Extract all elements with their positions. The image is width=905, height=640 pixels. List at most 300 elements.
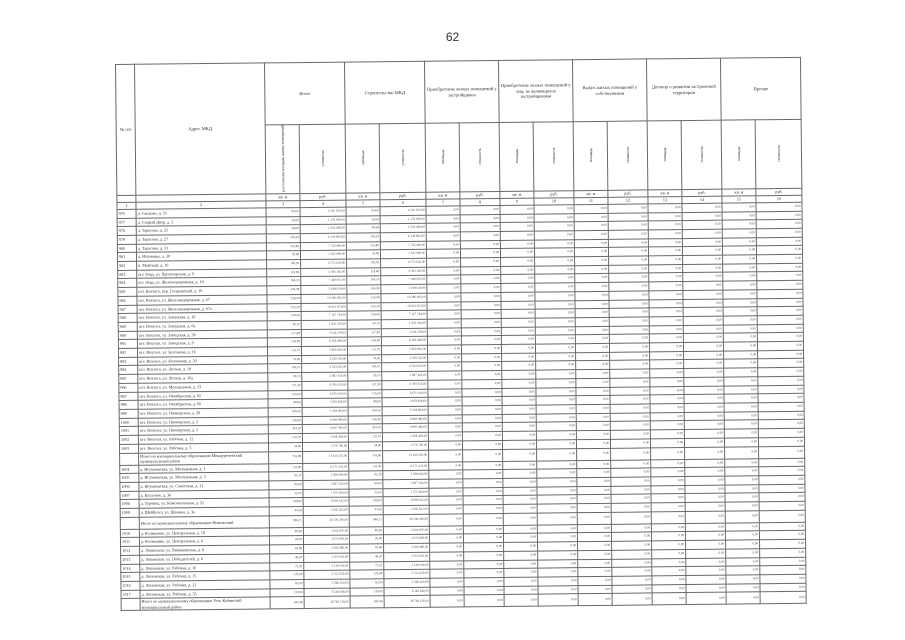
row-construction-cost: 6 171 433,00 (383, 462, 429, 471)
row-zero-value: 0,00 (651, 468, 685, 477)
row-address: д. Лопинская, ул. Вязовцевская, д. 8 (140, 545, 270, 555)
row-construction-area: 26,00 (349, 535, 383, 544)
row-zero-value: 0,00 (536, 379, 576, 388)
row-zero-value: 0,00 (462, 388, 502, 397)
row-zero-value: 0,00 (685, 523, 725, 532)
row-address: пгт. Вохтога, ул. Молодежная, д. 23 (138, 382, 268, 392)
row-total-cost: 5 346 278,00 (301, 329, 347, 338)
row-zero-value: 0,00 (538, 585, 578, 594)
row-zero-value: 0,00 (651, 459, 685, 468)
row-zero-value: 0,00 (575, 274, 609, 283)
row-zero-value: 0,00 (650, 438, 684, 447)
row-zero-value: 0,00 (684, 412, 724, 421)
row-zero-value: 0,00 (429, 479, 463, 488)
subheader-cell (459, 122, 500, 191)
row-zero-value: 0,00 (683, 299, 723, 308)
row-number: 984 (118, 279, 137, 288)
row-zero-value: 0,00 (502, 414, 536, 423)
subheader-label: стоимость (625, 146, 630, 164)
row-zero-value: 0,00 (461, 310, 501, 319)
row-address: пгт. Вохтога, ул. Железнодорожная, д. 67а (137, 303, 267, 313)
row-address: д. Калатное, д. 36 (139, 490, 269, 500)
row-construction-area: 89,60 (349, 526, 383, 535)
column-number-cell: 13 (648, 196, 682, 203)
row-zero-value: 0,00 (430, 543, 464, 552)
row-zero-value: 0,00 (428, 406, 462, 415)
row-zero-value: 0,00 (538, 559, 578, 568)
row-number: 1015 (121, 573, 140, 582)
row-address: д. Игумновская, ул. Молодежная, д. 3 (139, 472, 269, 482)
subheader-cell (425, 123, 460, 192)
row-zero-value: 0,00 (463, 461, 503, 470)
row-zero-value: 0,00 (535, 318, 575, 327)
row-zero-value: 0,00 (464, 577, 504, 586)
row-zero-value: 0,00 (760, 548, 806, 557)
row-number: 1016 (121, 581, 140, 590)
row-total-area: 104,98 (267, 286, 301, 295)
row-zero-value: 0,00 (608, 204, 648, 213)
row-zero-value: 0,00 (756, 202, 802, 211)
row-construction-area: 156,90 (348, 415, 382, 424)
row-zero-value: 0,00 (686, 566, 726, 575)
row-zero-value: 0,00 (756, 228, 802, 237)
row-zero-value: 0,00 (503, 449, 537, 461)
row-total-cost: 6 670 100,00 (302, 390, 348, 399)
row-total-area: 716,89 (269, 451, 303, 463)
row-zero-value: 0,00 (536, 361, 576, 370)
row-zero-value: 0,00 (650, 377, 684, 386)
row-zero-value: 0,00 (649, 273, 683, 282)
column-number-cell: 1 (117, 202, 136, 209)
row-construction-cost: 31 430 325,00 (383, 450, 429, 462)
row-number: 983 (118, 270, 137, 279)
row-zero-value: 0,00 (464, 551, 504, 560)
header-number: № п/п (116, 64, 136, 195)
row-zero-value: 0,00 (463, 513, 503, 525)
row-zero-value: 0,00 (501, 309, 535, 318)
row-zero-value: 0,00 (760, 566, 806, 575)
column-number-cell: 14 (682, 196, 722, 203)
row-zero-value: 0,00 (429, 505, 463, 514)
row-zero-value: 0,00 (684, 368, 724, 377)
row-total-cost: 6 572 642,00 (301, 259, 347, 268)
row-zero-value: 0,00 (537, 512, 577, 524)
row-zero-value: 0,00 (463, 496, 503, 505)
header-group-purchase-others: Приобретение жилых помещений у лиц, не являющихся застройщиками (498, 60, 573, 123)
header-group-other: Прочие (721, 57, 802, 120)
row-total-area: 137,30 (268, 381, 302, 390)
row-number: 999 (119, 409, 138, 418)
unit-cell: руб. (460, 191, 500, 198)
row-address: Итого по муниципальному образованию Усть-Кубинский муниципальный район (140, 597, 270, 610)
row-zero-value: 0,00 (430, 552, 464, 561)
subheader-label: площадь (440, 149, 445, 164)
row-zero-value: 0,00 (576, 430, 610, 439)
row-address: пгт. Вохтога, ул. Пионерская, д. 3 (138, 425, 268, 435)
row-zero-value: 0,00 (759, 522, 805, 531)
row-number: 1003 (119, 444, 138, 453)
row-zero-value: 0,00 (759, 510, 805, 522)
row-construction-area: 74,90 (348, 355, 382, 364)
row-number (121, 599, 140, 611)
row-total-cost: 31 430 325,00 (303, 451, 349, 463)
row-zero-value: 0,00 (501, 257, 535, 266)
row-zero-value: 0,00 (611, 503, 651, 512)
row-zero-value: 0,00 (726, 540, 760, 549)
row-address: пгт. Вохтога, ул. Булгакова, д. 16 (137, 347, 267, 357)
row-construction-area: 35,05 (349, 488, 383, 497)
row-number: 993 (119, 357, 138, 366)
row-zero-value: 0,00 (576, 422, 610, 431)
row-total-area: 129,70 (268, 434, 302, 443)
row-construction-area: 118,80 (347, 267, 381, 276)
subheader-label: площадь (514, 148, 519, 164)
row-zero-value: 0,00 (757, 307, 803, 316)
row-total-area: 34,90 (268, 442, 302, 451)
row-zero-value: 0,00 (652, 558, 686, 567)
row-zero-value: 0,00 (684, 360, 724, 369)
row-zero-value: 0,00 (502, 405, 536, 414)
row-construction-cost: 6 670 100,00 (382, 389, 428, 398)
row-construction-cost: 3 958 906,00 (383, 470, 429, 479)
row-zero-value: 0,00 (723, 324, 757, 333)
row-zero-value: 0,00 (650, 421, 684, 430)
row-construction-cost: 2 687 420,00 (382, 371, 428, 380)
row-construction-area: 40,10 (347, 320, 381, 329)
row-zero-value: 0,00 (725, 446, 759, 458)
row-zero-value: 0,00 (501, 344, 535, 353)
row-number: 996 (119, 383, 138, 392)
row-zero-value: 0,00 (460, 223, 500, 232)
row-construction-area: 137,30 (348, 381, 382, 390)
row-number: 1006 (120, 482, 139, 491)
row-zero-value: 0,00 (427, 301, 461, 310)
row-zero-value: 0,00 (502, 431, 536, 440)
row-construction-area: 158,59 (347, 259, 381, 268)
row-zero-value: 0,00 (462, 423, 502, 432)
row-zero-value: 0,00 (756, 211, 802, 220)
row-zero-value: 0,00 (609, 299, 649, 308)
row-zero-value: 0,00 (427, 310, 461, 319)
row-zero-value: 0,00 (682, 220, 722, 229)
row-address: пгт Ловд, ул. Железнодорожная, д. 10 (137, 277, 267, 287)
row-total-cost: 5 393 282,00 (301, 268, 347, 277)
row-number: 981 (117, 253, 136, 262)
row-zero-value: 0,00 (759, 501, 805, 510)
row-zero-value: 0,00 (503, 469, 537, 478)
row-zero-value: 0,00 (724, 368, 758, 377)
row-construction-cost: 5 512 629,00 (384, 569, 430, 578)
row-number: 988 (118, 314, 137, 323)
column-number-cell: 6 (380, 199, 426, 206)
row-zero-value: 0,00 (430, 569, 464, 578)
row-zero-value: 0,00 (611, 524, 651, 533)
row-total-cost: 6 206 496,00 (301, 337, 347, 346)
row-zero-value: 0,00 (537, 504, 577, 513)
row-zero-value: 0,00 (609, 308, 649, 317)
row-zero-value: 0,00 (534, 239, 574, 248)
row-zero-value: 0,00 (684, 421, 724, 430)
row-zero-value: 0,00 (649, 334, 683, 343)
row-zero-value: 0,00 (650, 351, 684, 360)
row-construction-area: 92,20 (349, 471, 383, 480)
row-total-cost: 7 448 001,00 (301, 277, 347, 286)
row-total-area: 49,68 (266, 225, 300, 234)
row-zero-value: 0,00 (462, 379, 502, 388)
row-number: 992 (118, 348, 137, 357)
row-construction-cost: 6 139 862,00 (380, 232, 426, 241)
row-address: пгт. Вохтога, ул. Заводская, д. 36 (137, 330, 267, 340)
row-zero-value: 0,00 (576, 439, 610, 448)
row-zero-value: 0,00 (757, 289, 803, 298)
row-zero-value: 0,00 (612, 550, 652, 559)
row-zero-value: 0,00 (611, 494, 651, 503)
row-zero-value: 0,00 (610, 360, 650, 369)
row-construction-cost: 4 342 293,00 (380, 206, 426, 215)
row-zero-value: 0,00 (577, 495, 611, 504)
row-total-cost: 28 760 156,00 (304, 596, 350, 608)
row-zero-value: 0,00 (650, 395, 684, 404)
row-zero-value: 0,00 (578, 550, 612, 559)
row-address: д. Колкашевь, ул. Центральная, д. 8 (139, 536, 269, 546)
row-zero-value: 0,00 (578, 594, 612, 606)
row-zero-value: 0,00 (760, 583, 806, 592)
column-number-cell: 11 (574, 197, 608, 204)
row-total-cost: 1 575 069,00 (303, 489, 349, 498)
row-construction-cost: 28 760 156,00 (384, 596, 430, 608)
row-zero-value: 0,00 (725, 467, 759, 476)
row-zero-value: 0,00 (575, 282, 609, 291)
row-zero-value: 0,00 (535, 309, 575, 318)
row-number: 1009 (120, 508, 139, 517)
row-construction-cost: 7 448 001,00 (381, 276, 427, 285)
row-zero-value: 0,00 (723, 298, 757, 307)
row-zero-value: 0,00 (462, 414, 502, 423)
row-zero-value: 0,00 (610, 430, 650, 439)
row-construction-area: 45,86 (350, 544, 384, 553)
row-zero-value: 0,00 (725, 531, 759, 540)
row-construction-cost: 1 576 760,00 (382, 441, 428, 450)
row-zero-value: 0,00 (426, 232, 460, 241)
row-total-area: 158,59 (267, 260, 301, 269)
row-zero-value: 0,00 (463, 504, 503, 513)
row-construction-cost: 5 458 469,00 (382, 432, 428, 441)
row-zero-value: 0,00 (534, 248, 574, 257)
row-zero-value: 0,00 (500, 231, 534, 240)
row-construction-area: 29,90 (346, 250, 380, 259)
row-construction-area: 131,70 (347, 346, 381, 355)
row-zero-value: 0,00 (652, 584, 686, 593)
column-number-cell: 9 (500, 198, 534, 205)
subheader-cell (379, 123, 426, 192)
row-zero-value: 0,00 (500, 248, 534, 257)
row-total-cost: 10 286 482,00 (301, 294, 347, 303)
row-zero-value: 0,00 (612, 567, 652, 576)
row-total-area: 198,90 (269, 498, 303, 507)
unit-cell: кв. м (426, 192, 460, 199)
row-zero-value: 0,00 (760, 574, 806, 583)
row-construction-area: 586,21 (349, 514, 383, 526)
row-zero-value: 0,00 (504, 560, 538, 569)
row-zero-value: 0,00 (683, 342, 723, 351)
row-zero-value: 0,00 (462, 405, 502, 414)
row-construction-cost: 5 960 963,00 (381, 345, 427, 354)
row-zero-value: 0,00 (757, 333, 803, 342)
row-zero-value: 0,00 (429, 526, 463, 535)
row-construction-area: 117,80 (347, 328, 381, 337)
row-total-area: 40,10 (267, 321, 301, 330)
row-address: д. Колкашевь, ул. Центральная, д. 10 (139, 528, 269, 538)
row-zero-value: 0,00 (683, 334, 723, 343)
row-zero-value: 0,00 (536, 352, 576, 361)
row-zero-value: 0,00 (612, 585, 652, 594)
row-construction-area: 168,30 (348, 407, 382, 416)
row-zero-value: 0,00 (461, 318, 501, 327)
resettlement-table (115, 57, 807, 612)
row-zero-value: 0,00 (759, 531, 805, 540)
row-zero-value: 0,00 (426, 223, 460, 232)
header-address: Адрес МКД (135, 63, 266, 195)
row-zero-value: 0,00 (611, 512, 651, 524)
row-total-area: 156,90 (268, 416, 302, 425)
row-zero-value: 0,00 (682, 229, 722, 238)
row-total-cost: 3 924 870,00 (303, 527, 349, 536)
row-zero-value: 0,00 (651, 511, 685, 523)
row-zero-value: 0,00 (575, 309, 609, 318)
row-zero-value: 0,00 (574, 230, 608, 239)
row-zero-value: 0,00 (758, 350, 804, 359)
row-zero-value: 0,00 (537, 460, 577, 469)
row-zero-value: 0,00 (760, 539, 806, 548)
column-number-cell: 15 (722, 196, 756, 203)
row-address: пгт. Вохтога, ул. Пионерская, д. 20 (138, 408, 268, 418)
row-zero-value: 0,00 (428, 441, 462, 450)
row-zero-value: 0,00 (576, 378, 610, 387)
row-construction-cost: 3 924 870,00 (383, 526, 429, 535)
row-zero-value: 0,00 (462, 371, 502, 380)
row-construction-cost: 7 147 744,00 (381, 311, 427, 320)
row-zero-value: 0,00 (577, 512, 611, 524)
row-zero-value: 0,00 (759, 493, 805, 502)
row-construction-cost: 3 359 720,00 (382, 354, 428, 363)
unit-cell: кв. м (574, 190, 608, 197)
row-zero-value: 0,00 (461, 345, 501, 354)
row-zero-value: 0,00 (648, 203, 682, 212)
row-total-cost: 10 813 673,00 (301, 303, 347, 312)
page-number: 62 (445, 30, 460, 44)
row-construction-cost: 6 709 355,00 (382, 380, 428, 389)
row-address: пгт. Вохтога, пер. Гагаринский, д. 10 (137, 286, 267, 296)
row-zero-value: 0,00 (608, 221, 648, 230)
row-zero-value: 0,00 (461, 292, 501, 301)
row-zero-value: 0,00 (757, 272, 803, 281)
row-number: 982 (118, 261, 137, 270)
row-construction-area: 138,28 (346, 233, 380, 242)
row-total-area: 82,00 (270, 580, 304, 589)
row-zero-value: 0,00 (609, 317, 649, 326)
row-zero-value: 0,00 (428, 415, 462, 424)
header-group-purchase-developers: Приобретение жилых помещений у застройщиков (425, 60, 500, 123)
row-total-area: 139,00 (270, 588, 304, 597)
row-zero-value: 0,00 (726, 575, 760, 584)
row-zero-value: 0,00 (648, 221, 682, 230)
row-address: д. Лопинская, ул. Победителей, д. 6 (140, 554, 270, 564)
row-total-cost: 3 958 906,00 (303, 471, 349, 480)
row-zero-value: 0,00 (722, 237, 756, 246)
unit-cell: кв. м (500, 191, 534, 198)
row-construction-area: 26,69 (346, 215, 380, 224)
row-number: 998 (119, 401, 138, 410)
row-zero-value: 0,00 (574, 213, 608, 222)
row-address: Итого по муниципальному образованию Междуреченский муниципальный район (139, 451, 269, 464)
row-address: д. Игумновская, ул. Советская, д. 21 (139, 481, 269, 491)
row-total-cost: 3 566 029,00 (304, 579, 350, 588)
row-zero-value: 0,00 (577, 460, 611, 469)
subheader-label: стоимость (400, 148, 405, 166)
row-zero-value: 0,00 (652, 593, 686, 605)
row-zero-value: 0,00 (758, 376, 804, 385)
row-zero-value: 0,00 (726, 549, 760, 558)
row-zero-value: 0,00 (464, 543, 504, 552)
row-total-cost: 6 524 020,00 (302, 364, 348, 373)
row-construction-cost: 7 726 490,00 (380, 241, 426, 250)
row-zero-value: 0,00 (504, 577, 538, 586)
row-total-cost: 5 512 629,00 (304, 570, 350, 579)
row-construction-area: 630,48 (350, 596, 384, 608)
row-number: 979 (117, 235, 136, 244)
row-zero-value: 0,00 (652, 576, 686, 585)
row-zero-value: 0,00 (722, 229, 756, 238)
row-total-cost: 5 198 618,00 (301, 285, 347, 294)
row-zero-value: 0,00 (460, 249, 500, 258)
subheader-cell (755, 119, 802, 188)
row-zero-value: 0,00 (461, 301, 501, 310)
row-zero-value: 0,00 (757, 280, 803, 289)
row-zero-value: 0,00 (500, 222, 534, 231)
row-total-area: 59,10 (268, 373, 302, 382)
row-address: п. Майский, д. 18 (137, 260, 267, 270)
header-group-construction: Строительство МКД (345, 61, 426, 124)
row-total-area: 138,28 (266, 234, 300, 243)
row-number: 1014 (121, 564, 140, 573)
row-address: пгт. Вохтога, ул. Колхозная, д. 20 (138, 356, 268, 366)
row-zero-value: 0,00 (535, 335, 575, 344)
row-zero-value: 0,00 (534, 213, 574, 222)
row-zero-value: 0,00 (758, 367, 804, 376)
row-zero-value: 0,00 (724, 429, 758, 438)
row-zero-value: 0,00 (427, 345, 461, 354)
row-zero-value: 0,00 (429, 461, 463, 470)
row-zero-value: 0,00 (537, 448, 577, 460)
row-zero-value: 0,00 (504, 594, 538, 606)
row-address: пгт. Вохтога, ул. Рабочая, д. 3 (138, 443, 268, 453)
row-zero-value: 0,00 (577, 477, 611, 486)
row-construction-cost: 8 928 162,00 (383, 497, 429, 506)
row-zero-value: 0,00 (503, 525, 537, 534)
row-zero-value: 0,00 (609, 256, 649, 265)
row-zero-value: 0,00 (758, 402, 804, 411)
row-zero-value: 0,00 (500, 205, 534, 214)
row-zero-value: 0,00 (724, 411, 758, 420)
row-zero-value: 0,00 (576, 396, 610, 405)
row-zero-value: 0,00 (682, 246, 722, 255)
row-number (120, 517, 139, 529)
row-zero-value: 0,00 (536, 440, 576, 449)
row-zero-value: 0,00 (686, 549, 726, 558)
row-zero-value: 0,00 (683, 273, 723, 282)
row-zero-value: 0,00 (430, 578, 464, 587)
row-address: д. Тарасово, д. 31 (136, 243, 266, 253)
